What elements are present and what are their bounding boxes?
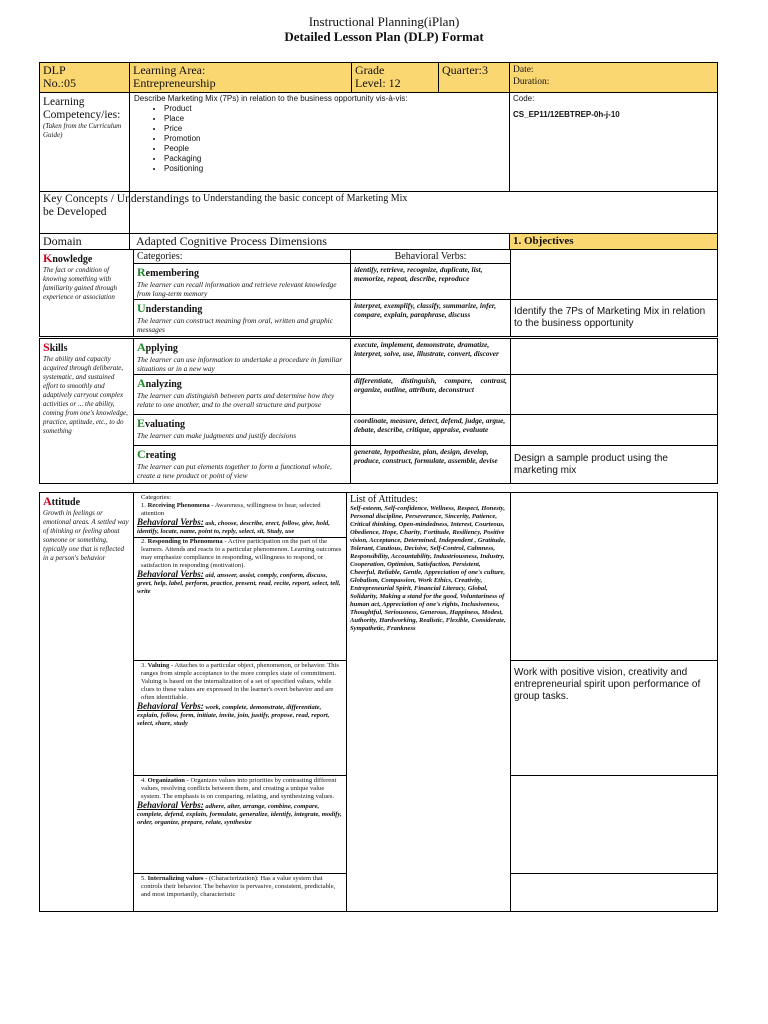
knowledge-objective-blank	[511, 250, 718, 300]
list-item: • Product	[164, 104, 506, 114]
attitude-objective-blank-2	[511, 776, 718, 874]
key-concepts-label: Key Concepts / Understandings to be Developed	[40, 192, 130, 234]
skills-domain-cell: Skills The ability and capacity acquired through deliberate, systematic, and sustained effort to smoothly and adaptively carryout complex activities or ... the ability, coming from one's knowledge, practice, aptitude, etc., to do something	[40, 339, 134, 484]
date-duration-cell: Date: Duration:	[510, 63, 718, 93]
list-item: • Packaging	[164, 154, 506, 164]
list-item: • Price	[164, 124, 506, 134]
remembering-verbs: identify, retrieve, recognize, duplicate, list, memorize, repeat, describe, reproduce	[351, 264, 511, 300]
understanding-cell: Understanding The learner can construct meaning from oral, written and graphic messages	[134, 300, 351, 337]
attitude-table	[39, 492, 718, 912]
skills-objective: Design a sample product using the marketing mix	[511, 446, 718, 484]
quarter-cell: Quarter:3	[439, 63, 510, 93]
analyzing-cell: Analyzing The learner can distinguish between parts and determine how they relate to one another, and to the overall structure and purpose	[134, 375, 351, 415]
evaluating-cell: Evaluating The learner can make judgments and justify decisions	[134, 415, 351, 446]
remembering-cell: Remembering The learner can recall information and retrieve relevant knowledge from long-term memory	[134, 264, 351, 300]
attitude-cat-3: 3. Valuing - Attaches to a particular object, phenomenon, or behavior. This ranges from simple acceptance to the more complex state of commitment. Valuing is based on the internalization of a set of specified values, while clues to these values are expressed in the learner's overt behavior and are often identifiable. Behavioral Verbs: work, complete, demonstrate, differentiate, explain, follow, form, initiate, invite, join, justify, propose, read, report, select, share, study	[134, 661, 347, 776]
grade-cell: Grade Level: 12	[352, 63, 439, 93]
attitude-objective-blank-3	[511, 874, 718, 912]
list-item: • Positioning	[164, 164, 506, 174]
attitude-objective-blank-1	[511, 493, 718, 661]
competency-text-cell: Describe Marketing Mix (7Ps) in relation to the business opportunity vis-à-vis: • Product • Place • Price • Promotion • People • Packaging • Positioning	[130, 93, 510, 192]
creating-cell: Creating The learner can put elements together to form a functional whole, create a new product or point of view	[134, 446, 351, 484]
list-item: • Place	[164, 114, 506, 124]
header-title: Instructional Planning(iPlan)	[308, 14, 460, 29]
competency-label-cell: Learning Competency/ies: (Taken from the Curriculum Guide)	[40, 93, 130, 192]
skills-table	[39, 338, 718, 484]
learning-area-cell: Learning Area: Entrepreneurship	[130, 63, 352, 93]
attitude-objective: Work with positive vision, creativity and entrepreneurial spirit upon performance of group tasks.	[511, 661, 718, 776]
creating-verbs: generate, hypothesize, plan, design, develop, produce, construct, formulate, assemble, devise	[351, 446, 511, 484]
domain-header: Domain	[40, 234, 130, 250]
applying-verbs: execute, implement, demonstrate, dramatize, interpret, solve, use, illustrate, convert, discover	[351, 339, 511, 375]
acpd-header: Adapted Cognitive Process Dimensions	[130, 234, 510, 250]
knowledge-table	[39, 249, 718, 337]
list-item: • People	[164, 144, 506, 154]
evaluating-verbs: coordinate, measure, detect, defend, judge, argue, debate, describe, critique, appraise, evaluate	[351, 415, 511, 446]
attitude-cat-1-2: Categories: 1. Receiving Phenomena - Awareness, willingness to hear, selected attention Behavioral Verbs: ask, choose, describe, erect, follow, give, hold, identify, locate, name, point to, reply, select, sit, Study, use 2. Responding to Phenomena - Active participation on the part of the learners. Attends and reacts to a particular phenomenon. Learning outcomes may emphasize compliance in responding, willingness to respond, or satisfaction in responding (motivation). Behavioral Verbs: aid, answer, assist, comply, conform, discuss, greet, help, label, perform, practice, present, read, recite, report, select, tell, write	[134, 493, 347, 661]
header-subtitle: Detailed Lesson Plan (DLP) Format	[284, 29, 484, 44]
knowledge-objective: Identify the 7Ps of Marketing Mix in relation to the business opportunity	[511, 300, 718, 337]
list-item: • Promotion	[164, 134, 506, 144]
objectives-header: 1. Objectives	[510, 234, 718, 250]
competency-list	[134, 104, 506, 174]
applying-cell: Applying The learner can use information to undertake a procedure in familiar situations or in a new way	[134, 339, 351, 375]
attitude-domain-cell: Attitude Growth in feelings or emotional areas. A settled way of thinking or feeling about someone or something, typically one that is reflected in a person's behavior	[40, 493, 134, 912]
attitude-cat-5: 5. Internalizing values - (Characterization): Has a value system that controls their behavior. The behavior is pervasive, consistent, predictable, and most importantly, characteristic	[134, 874, 347, 912]
key-concepts-text: Understanding the basic concept of Marketing Mix	[130, 192, 718, 234]
code-cell: Code: CS_EP11/12EBTREP-0h-j-10	[510, 93, 718, 192]
list-of-attitudes-cell: List of Attitudes: Self-esteem, Self-confidence, Wellness, Respect, Honesty, Personal discipline, Perseverance, Sincerity, Patience, Critical thinking, Open-mindedness, Interest, Courteous, Obedience, Hope, Charity, Fortitude, Resiliency, Positive vision, Acceptance, Determined, Independent , Gratitude, Tolerant, Cautious, Decisive, Self-Control, Calmness, Responsibility, Accountability, Industriousness, Industry, Cooperation, Optimism, Satisfaction, Persistent, Cheerful, Reliable, Gentle, Appreciation of one's culture, Globalism, Compassion, Work Ethics, Creativity, Entrepreneurial Spirit, Financial Literacy, Global, Solidarity, Making a stand for the good, Voluntariness of human act, Appreciation of one's rights, Inclusiveness, Thoughtful, Seriousness, Generous, Happiness, Modest, Authority, Hardworking, Realistic, Flexible, Considerate, Sympathetic, Frankness	[347, 493, 511, 912]
categories-label: Categories:	[134, 250, 351, 264]
knowledge-domain-cell: Knowledge The fact or condition of knowing something with familiarity gained through experience or association	[40, 250, 134, 337]
skills-objective-blank-3	[511, 415, 718, 446]
analyzing-verbs: differentiate, distinguish, compare, contrast, organize, outline, attribute, deconstruct	[351, 375, 511, 415]
skills-objective-blank-2	[511, 375, 718, 415]
dlp-no-cell: DLP No.:05	[40, 63, 130, 93]
behavioral-verbs-label: Behavioral Verbs:	[351, 250, 511, 264]
understanding-verbs: interpret, exemplify, classify, summarize, infer, compare, explain, paraphrase, discuss	[351, 300, 511, 337]
skills-objective-blank-1	[511, 339, 718, 375]
attitude-cat-4: 4. Organization - Organizes values into priorities by contrasting different values, resolving conflicts between them, and creating a unique value system. The emphasis is on comparing, relating, and synthesizing values. Behavioral Verbs: adhere, alter, arrange, combine, compare, complete, defend, explain, formulate, generalize, identify, integrate, modify, order, organize, prepare, relate, synthesize	[134, 776, 347, 874]
dlp-header-table	[39, 62, 718, 250]
